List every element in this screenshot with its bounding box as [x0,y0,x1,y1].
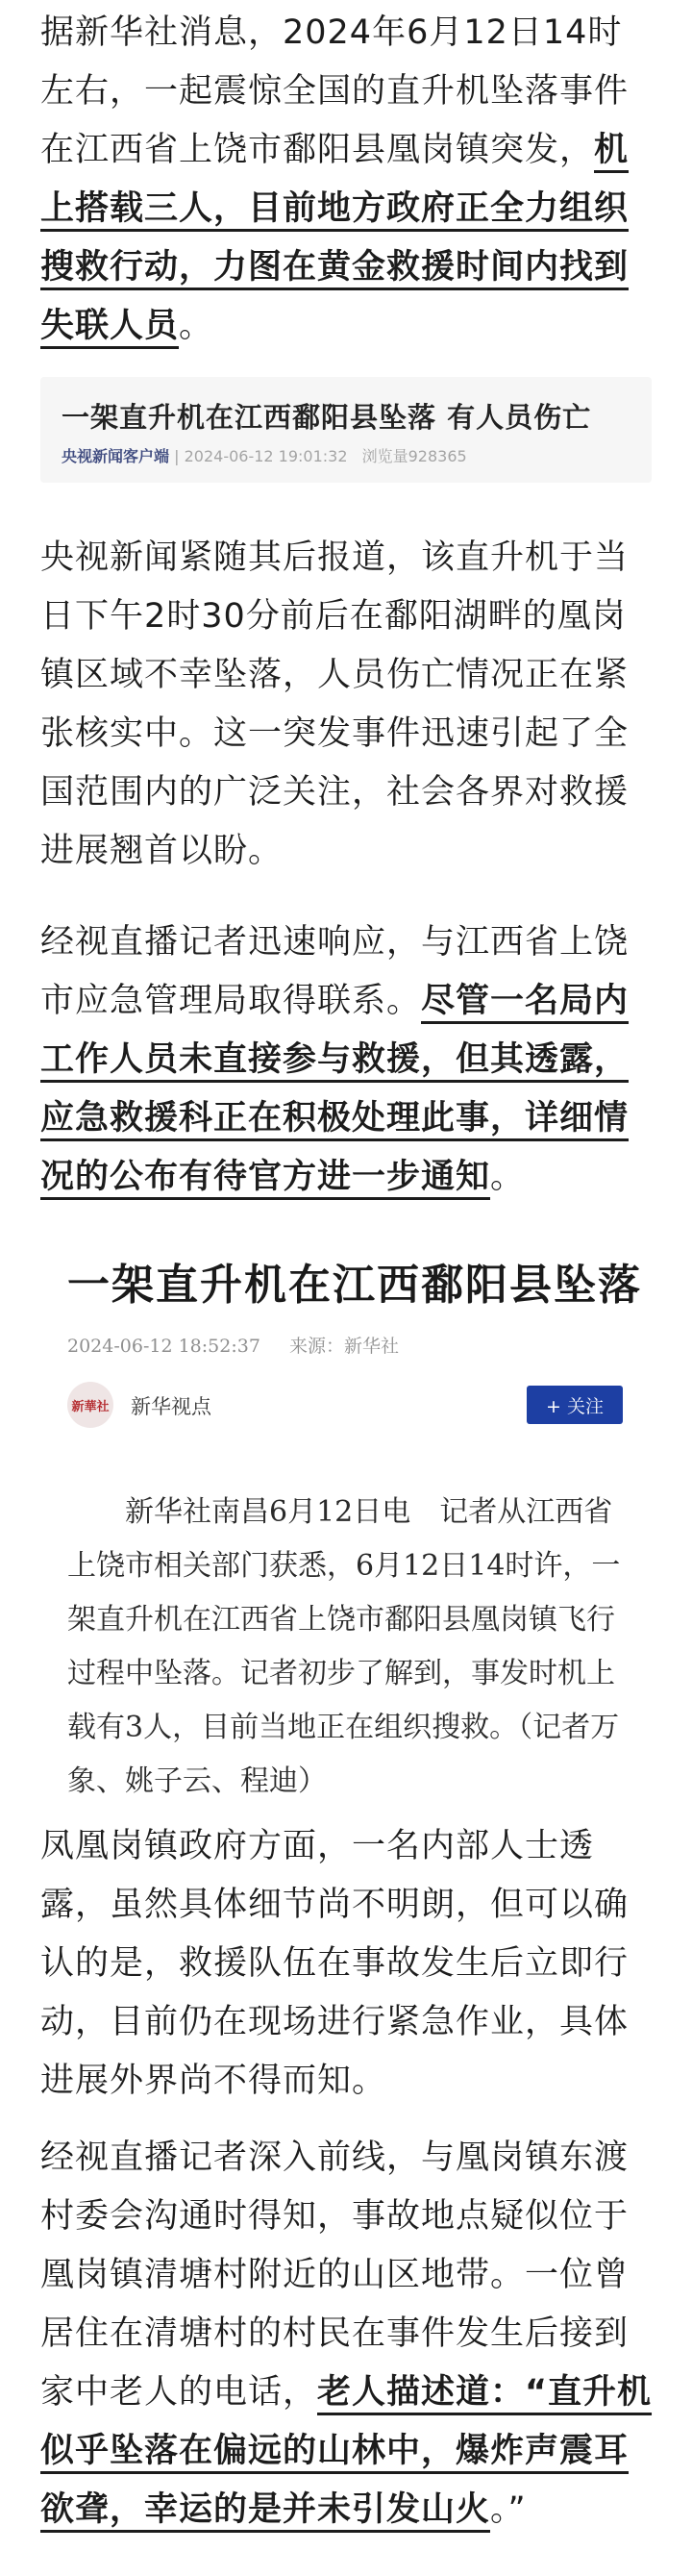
contact-tail: 。 [490,1158,526,1196]
cctv-card-meta [62,444,467,466]
xinhua-article-body: 新华社南昌6月12日电 记者从江西省上饶市相关部门获悉，6月12日14时许，一架直升机在江西省上饶市鄱阳县凰岗镇飞行过程中坠落。记者初步了解到，事发时机上载有3人，目前当地正在组织搜救。（记者万象、姚子云、程迪） [67,1495,621,1798]
intro-highlight: 机上搭载三人，目前地方政府正全力组织搜救行动，力图在黄金救援时间内找到失联人员 [40,131,630,345]
contact-highlight: 尽管一名局内工作人员未直接参与救援，但其透露，应急救援科正在积极处理此事，详细情况的公布有待官方进一步通知 [40,982,630,1196]
villager-text: 经视直播记者深入前线，与凰岗镇东渡村委会沟通时得知，事故地点疑似位于凰岗镇清塘村附近的山区地带。一位曾居住在清塘村的村民在事件发生后接到家中老人的电话， [40,2138,630,2412]
paragraph-cctv-report: 央视新闻紧随其后报道，该直升机于当日下午2时30分前后在鄱阳湖畔的凰岗镇区域不幸坠落，人员伤亡情况正在紧张核实中。这一突发事件迅速引起了全国范围内的广泛关注，社会各界对救援进展翘首以盼。 [40,538,630,870]
xinhua-article-source: 来源：新华社 [288,1336,399,1357]
paragraph-reporter-contact [40,913,655,1207]
intro-tail: 。 [179,307,214,345]
cctv-card-separator: | [174,447,180,465]
follow-button[interactable]: + 关注 [527,1386,623,1424]
paragraph-town-government: 凤凰岗镇政府方面，一名内部人士透露，虽然具体细节尚不明朗，但可以确认的是，救援队伍在事故发生后立即行动，目前仍在现场进行紧急作业，具体进展外界尚不得而知。 [40,1827,630,2100]
paragraph-intro [40,4,655,356]
xinhua-article-datetime: 2024-06-12 18:52:37 [67,1336,260,1357]
cctv-card-source: 央视新闻客户端 [62,447,170,465]
xinhua-account-name[interactable]: 新华视点 [131,1395,211,1418]
contact-text: 经视直播记者迅速响应，与江西省上饶市应急管理局取得联系。 [40,923,630,1020]
cctv-card-title: 一架直升机在江西鄱阳县坠落 有人员伤亡 [62,401,592,434]
villager-highlight: 老人描述道：“直升机似乎坠落在偏远的山林中，爆炸声震耳欲聋，幸运的是并未引发山火 [40,2373,653,2529]
cctv-card-datetime: 2024-06-12 19:01:32 [184,447,348,465]
villager-tail: 。” [490,2490,527,2529]
cctv-news-card[interactable] [40,377,652,483]
xinhua-article-title: 一架直升机在江西鄱阳县坠落 [67,1261,642,1310]
cctv-card-views: 浏览量928365 [361,447,467,465]
intro-text: 据新华社消息，2024年6月12日14时左右，一起震惊全国的直升机坠落事件在江西省上饶市鄱阳县凰岗镇突发， [40,13,630,169]
xinhua-logo-icon: 新華社 [67,1382,113,1428]
xinhua-article-meta [67,1332,399,1358]
paragraph-villager-account [40,2129,655,2539]
